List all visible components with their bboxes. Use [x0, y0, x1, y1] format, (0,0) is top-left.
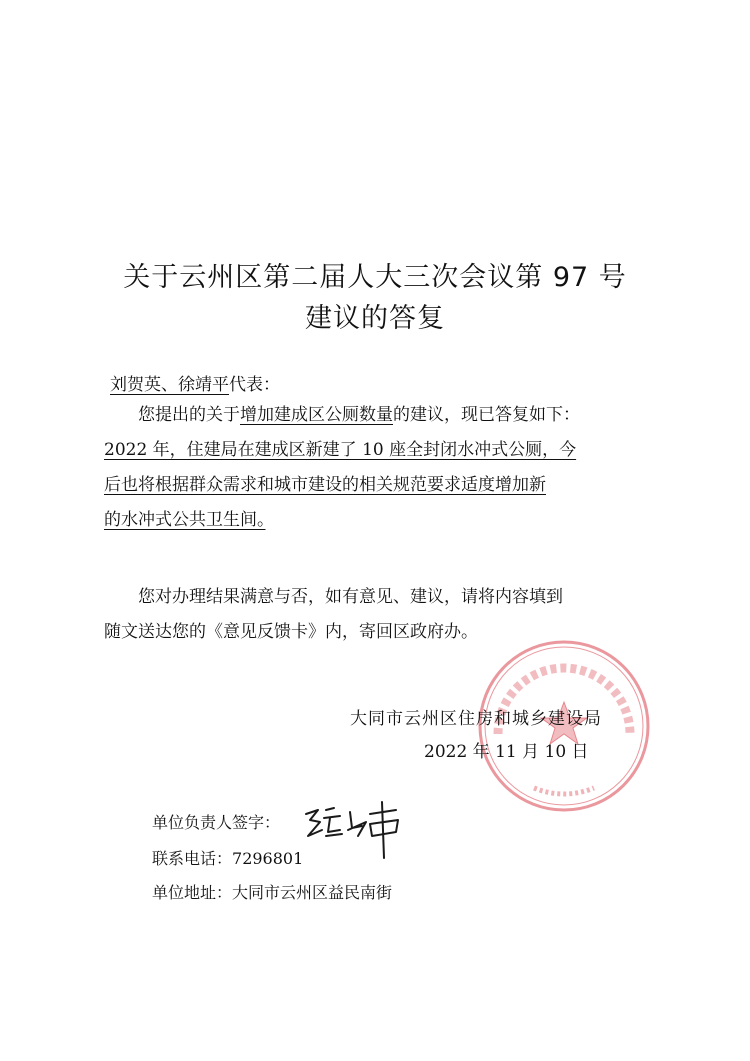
phone-row: [152, 846, 303, 869]
signer-label: 单位负责人签字：: [152, 813, 281, 832]
issuing-organization: 大同市云州区住房和城乡建设局: [350, 709, 602, 729]
document-title-line-2: 建议的答复: [305, 303, 445, 334]
representative-names: 刘贺英、徐靖平: [110, 375, 229, 395]
address-value: 大同市云州区益民南街: [232, 883, 393, 902]
salutation-suffix: 代表：: [229, 375, 280, 395]
reply-line-3: 后也将根据群众需求和城市建设的相关规范要求适度增加新: [104, 475, 546, 495]
reply-line-1: 您提出的关于增加建成区公厕数量的建议，现已答复如下：: [138, 405, 580, 425]
reply-line-4: 的水冲式公共卫生间。: [104, 510, 266, 530]
reply-paragraph: [104, 398, 644, 538]
feedback-line-1: 您对办理结果满意与否，如有意见、建议，请将内容填到: [138, 587, 563, 607]
salutation: [110, 370, 280, 395]
reply-line-2: 2022 年，住建局在建成区新建了 10 座全封闭水冲式公厕，今: [104, 440, 577, 460]
signer-row: [152, 810, 280, 833]
address-label: 单位地址：: [152, 883, 233, 902]
document-title-line-1: 关于云州区第二届人大三次会议第 97 号: [123, 262, 627, 293]
handwritten-signature: [300, 796, 410, 862]
issue-date: 2022 年 11 月 10 日: [424, 742, 589, 762]
suggestion-topic: 增加建成区公厕数量: [240, 405, 393, 425]
phone-label: 联系电话：: [152, 849, 233, 868]
address-row: [152, 880, 392, 903]
feedback-line-2: 随文送达您的《意见反馈卡》内，寄回区政府办。: [104, 622, 478, 642]
phone-number: 7296801: [232, 849, 304, 868]
